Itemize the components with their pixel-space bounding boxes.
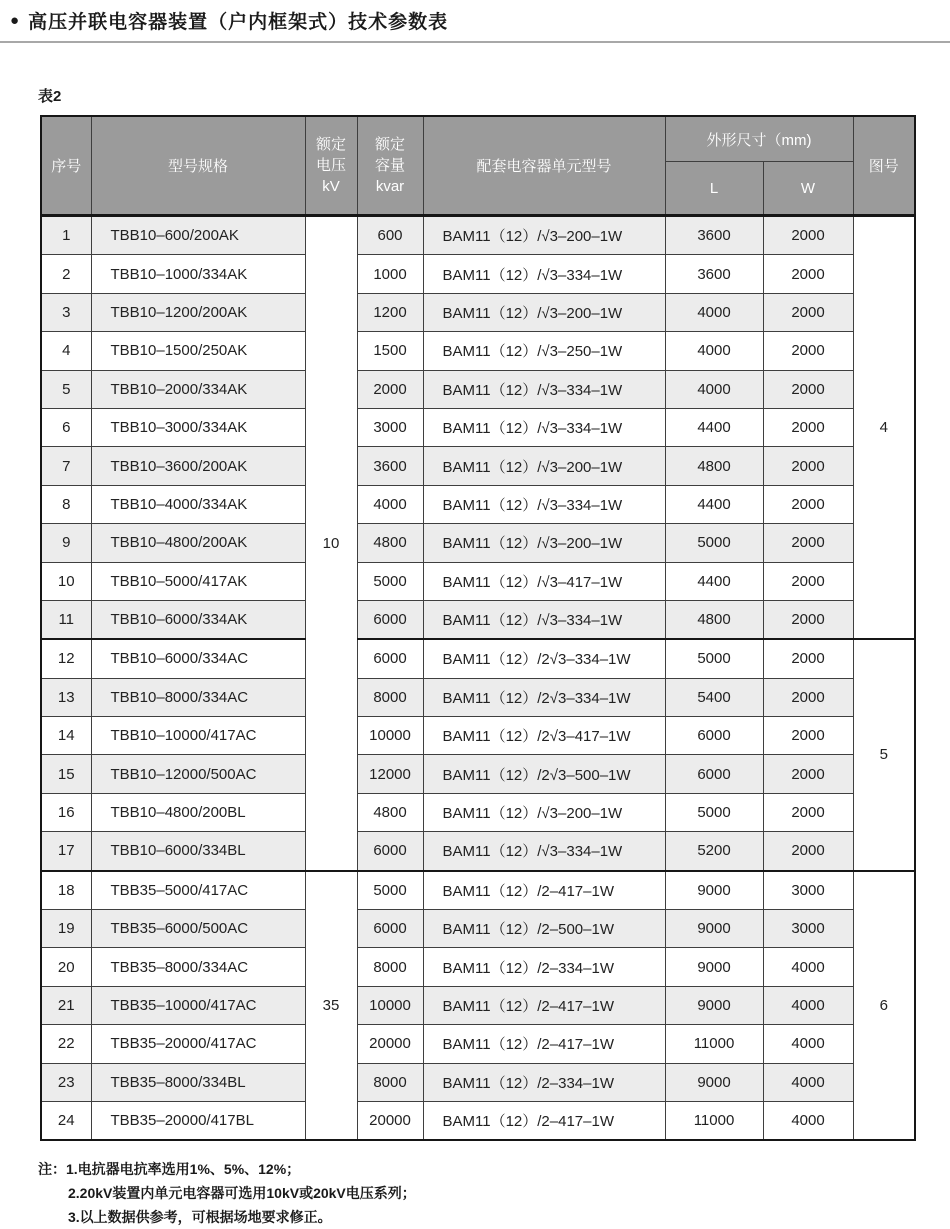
table-body	[41, 216, 915, 1141]
unit-model-cell: BAM11（12）/√3–334–1W	[423, 600, 665, 639]
model-cell: TBB10–10000/417AC	[91, 717, 305, 755]
capacity-cell: 12000	[357, 755, 423, 793]
header-model: 型号规格	[91, 116, 305, 216]
voltage-cell: 10	[305, 216, 357, 871]
serial-cell: 24	[41, 1101, 91, 1140]
length-cell: 5000	[665, 793, 763, 831]
unit-model-cell: BAM11（12）/√3–200–1W	[423, 216, 665, 255]
model-cell: TBB10–4800/200AK	[91, 524, 305, 562]
capacity-cell: 6000	[357, 910, 423, 948]
width-cell: 2000	[763, 832, 853, 871]
unit-model-cell: BAM11（12）/√3–250–1W	[423, 332, 665, 370]
bullet-icon: ●	[10, 12, 20, 29]
table-row	[41, 524, 915, 562]
note-prefix: 注：	[38, 1161, 66, 1178]
table-row	[41, 717, 915, 755]
capacity-cell: 8000	[357, 1063, 423, 1101]
capacity-cell: 4000	[357, 485, 423, 523]
width-cell: 4000	[763, 1101, 853, 1140]
figure-cell: 5	[853, 639, 915, 870]
serial-cell: 5	[41, 370, 91, 408]
model-cell: TBB10–3000/334AK	[91, 408, 305, 446]
length-cell: 9000	[665, 871, 763, 910]
width-cell: 4000	[763, 1063, 853, 1101]
capacity-cell: 3000	[357, 408, 423, 446]
header-rated-voltage-line1: 额定	[315, 136, 346, 153]
header-serial: 序号	[41, 116, 91, 216]
width-cell: 3000	[763, 910, 853, 948]
table-row	[41, 1025, 915, 1063]
capacity-cell: 8000	[357, 678, 423, 716]
length-cell: 4400	[665, 485, 763, 523]
model-cell: TBB35–20000/417AC	[91, 1025, 305, 1063]
model-cell: TBB35–5000/417AC	[91, 871, 305, 910]
serial-cell: 13	[41, 678, 91, 716]
length-cell: 9000	[665, 910, 763, 948]
unit-model-cell: BAM11（12）/2√3–500–1W	[423, 755, 665, 793]
length-cell: 4000	[665, 293, 763, 331]
length-cell: 5400	[665, 678, 763, 716]
header-unit-model: 配套电容器单元型号	[423, 116, 665, 216]
model-cell: TBB35–8000/334BL	[91, 1063, 305, 1101]
capacity-cell: 8000	[357, 948, 423, 986]
length-cell: 3600	[665, 255, 763, 293]
header-rated-voltage-line2: 电压	[315, 157, 346, 174]
width-cell: 2000	[763, 447, 853, 485]
serial-cell: 7	[41, 447, 91, 485]
length-cell: 6000	[665, 717, 763, 755]
serial-cell: 1	[41, 216, 91, 255]
model-cell: TBB35–10000/417AC	[91, 986, 305, 1024]
model-cell: TBB35–8000/334AC	[91, 948, 305, 986]
width-cell: 2000	[763, 562, 853, 600]
length-cell: 9000	[665, 1063, 763, 1101]
capacity-cell: 1200	[357, 293, 423, 331]
width-cell: 2000	[763, 255, 853, 293]
serial-cell: 21	[41, 986, 91, 1024]
unit-model-cell: BAM11（12）/2–334–1W	[423, 948, 665, 986]
capacity-cell: 10000	[357, 986, 423, 1024]
table-row	[41, 910, 915, 948]
table-row	[41, 562, 915, 600]
model-cell: TBB10–1200/200AK	[91, 293, 305, 331]
table-row	[41, 639, 915, 678]
unit-model-cell: BAM11（12）/2–417–1W	[423, 1101, 665, 1140]
header-dimensions: 外形尺寸（mm)	[665, 116, 853, 162]
length-cell: 4400	[665, 562, 763, 600]
capacity-cell: 3600	[357, 447, 423, 485]
model-cell: TBB35–6000/500AC	[91, 910, 305, 948]
note-line-1-text: 1.电抗器电抗率选用1%、5%、12%；	[66, 1161, 301, 1178]
unit-model-cell: BAM11（12）/2–500–1W	[423, 910, 665, 948]
serial-cell: 14	[41, 717, 91, 755]
width-cell: 3000	[763, 871, 853, 910]
width-cell: 2000	[763, 408, 853, 446]
length-cell: 6000	[665, 755, 763, 793]
serial-cell: 17	[41, 832, 91, 871]
note-line-3: 3.以上数据供参考，可根据场地要求修正。	[68, 1209, 332, 1226]
length-cell: 11000	[665, 1101, 763, 1140]
serial-cell: 3	[41, 293, 91, 331]
table-row	[41, 1101, 915, 1140]
model-cell: TBB10–4000/334AK	[91, 485, 305, 523]
width-cell: 2000	[763, 485, 853, 523]
serial-cell: 15	[41, 755, 91, 793]
header-rated-voltage	[305, 116, 357, 216]
serial-cell: 6	[41, 408, 91, 446]
unit-model-cell: BAM11（12）/2√3–417–1W	[423, 717, 665, 755]
unit-model-cell: BAM11（12）/2–334–1W	[423, 1063, 665, 1101]
page-title: 高压并联电容器装置（户内框架式）技术参数表	[28, 12, 449, 33]
unit-model-cell: BAM11（12）/2–417–1W	[423, 986, 665, 1024]
table-row	[41, 755, 915, 793]
length-cell: 5000	[665, 524, 763, 562]
header-length: L	[665, 162, 763, 216]
model-cell: TBB10–3600/200AK	[91, 447, 305, 485]
serial-cell: 16	[41, 793, 91, 831]
header-row-top	[41, 116, 915, 162]
table-row	[41, 370, 915, 408]
table-row	[41, 678, 915, 716]
parameters-table	[40, 115, 916, 1141]
unit-model-cell: BAM11（12）/√3–334–1W	[423, 370, 665, 408]
serial-cell: 11	[41, 600, 91, 639]
table-row	[41, 293, 915, 331]
model-cell: TBB10–1000/334AK	[91, 255, 305, 293]
table-row	[41, 485, 915, 523]
width-cell: 4000	[763, 1025, 853, 1063]
capacity-cell: 1500	[357, 332, 423, 370]
capacity-cell: 2000	[357, 370, 423, 408]
unit-model-cell: BAM11（12）/√3–200–1W	[423, 793, 665, 831]
unit-model-cell: BAM11（12）/√3–334–1W	[423, 485, 665, 523]
capacity-cell: 1000	[357, 255, 423, 293]
width-cell: 2000	[763, 639, 853, 678]
unit-model-cell: BAM11（12）/√3–417–1W	[423, 562, 665, 600]
model-cell: TBB10–1500/250AK	[91, 332, 305, 370]
length-cell: 5200	[665, 832, 763, 871]
figure-cell: 4	[853, 216, 915, 640]
header-rated-capacity-line3: kvar	[375, 178, 405, 195]
header-width: W	[763, 162, 853, 216]
table-row	[41, 600, 915, 639]
model-cell: TBB10–4800/200BL	[91, 793, 305, 831]
capacity-cell: 5000	[357, 871, 423, 910]
unit-model-cell: BAM11（12）/√3–200–1W	[423, 524, 665, 562]
capacity-cell: 600	[357, 216, 423, 255]
note-line-2: 2.20kV装置内单元电容器可选用10kV或20kV电压系列；	[68, 1185, 416, 1202]
length-cell: 4000	[665, 370, 763, 408]
unit-model-cell: BAM11（12）/√3–200–1W	[423, 447, 665, 485]
model-cell: TBB10–2000/334AK	[91, 370, 305, 408]
header-rated-capacity-line2: 容量	[374, 157, 405, 174]
table-label: 表2	[38, 88, 62, 105]
length-cell: 9000	[665, 986, 763, 1024]
length-cell: 9000	[665, 948, 763, 986]
capacity-cell: 4800	[357, 793, 423, 831]
model-cell: TBB10–8000/334AC	[91, 678, 305, 716]
header-rated-voltage-line3: kV	[322, 178, 340, 195]
capacity-cell: 6000	[357, 639, 423, 678]
unit-model-cell: BAM11（12）/√3–200–1W	[423, 293, 665, 331]
model-cell: TBB10–12000/500AC	[91, 755, 305, 793]
unit-model-cell: BAM11（12）/2–417–1W	[423, 1025, 665, 1063]
width-cell: 4000	[763, 986, 853, 1024]
table-row	[41, 255, 915, 293]
serial-cell: 2	[41, 255, 91, 293]
unit-model-cell: BAM11（12）/√3–334–1W	[423, 832, 665, 871]
table-row	[41, 793, 915, 831]
model-cell: TBB10–6000/334BL	[91, 832, 305, 871]
capacity-cell: 5000	[357, 562, 423, 600]
model-cell: TBB10–6000/334AC	[91, 639, 305, 678]
unit-model-cell: BAM11（12）/√3–334–1W	[423, 255, 665, 293]
unit-model-cell: BAM11（12）/2√3–334–1W	[423, 639, 665, 678]
unit-model-cell: BAM11（12）/2–417–1W	[423, 871, 665, 910]
unit-model-cell: BAM11（12）/2√3–334–1W	[423, 678, 665, 716]
model-cell: TBB10–5000/417AK	[91, 562, 305, 600]
width-cell: 2000	[763, 370, 853, 408]
width-cell: 2000	[763, 293, 853, 331]
serial-cell: 23	[41, 1063, 91, 1101]
width-cell: 4000	[763, 948, 853, 986]
width-cell: 2000	[763, 216, 853, 255]
table-row	[41, 408, 915, 446]
title-divider	[0, 41, 950, 43]
serial-cell: 10	[41, 562, 91, 600]
table-row	[41, 948, 915, 986]
unit-model-cell: BAM11（12）/√3–334–1W	[423, 408, 665, 446]
width-cell: 2000	[763, 524, 853, 562]
header-rated-capacity-line1: 额定	[374, 136, 405, 153]
serial-cell: 20	[41, 948, 91, 986]
width-cell: 2000	[763, 755, 853, 793]
note-line-1	[38, 1157, 950, 1181]
table-row	[41, 871, 915, 910]
capacity-cell: 6000	[357, 600, 423, 639]
table-row	[41, 332, 915, 370]
width-cell: 2000	[763, 678, 853, 716]
table-row	[41, 832, 915, 871]
width-cell: 2000	[763, 600, 853, 639]
notes	[38, 1157, 950, 1229]
width-cell: 2000	[763, 717, 853, 755]
table-header	[41, 116, 915, 216]
width-cell: 2000	[763, 332, 853, 370]
length-cell: 4800	[665, 600, 763, 639]
length-cell: 4400	[665, 408, 763, 446]
length-cell: 11000	[665, 1025, 763, 1063]
capacity-cell: 20000	[357, 1025, 423, 1063]
table-row	[41, 447, 915, 485]
serial-cell: 12	[41, 639, 91, 678]
capacity-cell: 4800	[357, 524, 423, 562]
table-row	[41, 986, 915, 1024]
voltage-cell: 35	[305, 871, 357, 1141]
serial-cell: 9	[41, 524, 91, 562]
figure-cell: 6	[853, 871, 915, 1141]
serial-cell: 18	[41, 871, 91, 910]
table-row	[41, 216, 915, 255]
serial-cell: 8	[41, 485, 91, 523]
model-cell: TBB10–600/200AK	[91, 216, 305, 255]
model-cell: TBB35–20000/417BL	[91, 1101, 305, 1140]
capacity-cell: 10000	[357, 717, 423, 755]
table-row	[41, 1063, 915, 1101]
serial-cell: 19	[41, 910, 91, 948]
length-cell: 4000	[665, 332, 763, 370]
header-figure: 图号	[853, 116, 915, 216]
width-cell: 2000	[763, 793, 853, 831]
page-header	[0, 0, 950, 34]
model-cell: TBB10–6000/334AK	[91, 600, 305, 639]
length-cell: 3600	[665, 216, 763, 255]
capacity-cell: 20000	[357, 1101, 423, 1140]
capacity-cell: 6000	[357, 832, 423, 871]
serial-cell: 22	[41, 1025, 91, 1063]
header-rated-capacity	[357, 116, 423, 216]
serial-cell: 4	[41, 332, 91, 370]
length-cell: 5000	[665, 639, 763, 678]
length-cell: 4800	[665, 447, 763, 485]
